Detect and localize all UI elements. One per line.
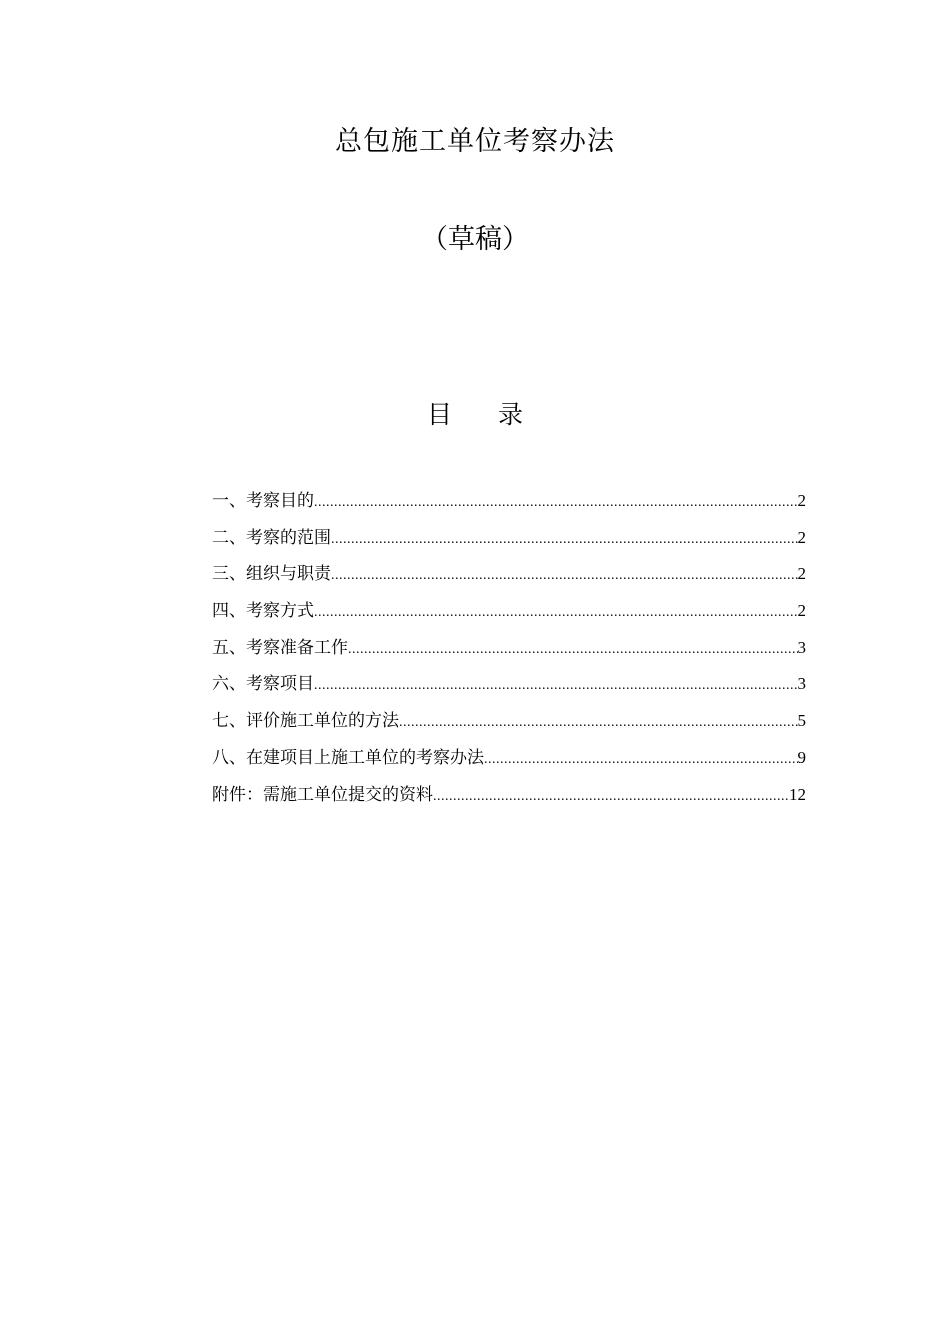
toc-entry-leader <box>484 742 798 779</box>
toc-entry-page: 2 <box>797 564 806 584</box>
toc-entry-page: 2 <box>797 527 806 547</box>
toc-entry-leader <box>314 668 798 705</box>
toc-entry[interactable] <box>212 777 806 814</box>
toc-entry-label: 七、评价施工单位的方法 <box>212 711 399 732</box>
toc-entry-page: 3 <box>797 674 806 694</box>
toc-entry-leader <box>331 558 798 595</box>
toc-entry-label: 附件：需施工单位提交的资料 <box>212 784 433 805</box>
document-title: 总包施工单位考察办法 <box>335 126 615 157</box>
toc-entry-leader <box>331 522 798 559</box>
toc-entry-leader <box>433 779 789 816</box>
toc-entry-page: 9 <box>797 747 806 767</box>
toc-entry-label: 六、考察项目 <box>212 674 314 695</box>
document-subtitle: （草稿） <box>421 224 529 255</box>
toc-entry[interactable] <box>212 556 806 593</box>
toc-entry[interactable] <box>212 703 806 740</box>
toc-entry-leader <box>314 595 798 632</box>
toc-entry-page: 2 <box>797 601 806 621</box>
toc-entry[interactable] <box>212 630 806 667</box>
toc-entry[interactable] <box>212 593 806 630</box>
toc-heading-right: 录 <box>498 400 524 429</box>
toc-entry-label: 四、考察方式 <box>212 601 314 622</box>
toc-entry-label: 一、考察目的 <box>212 491 314 511</box>
toc-entry[interactable] <box>212 483 806 520</box>
toc-entry[interactable] <box>212 666 806 703</box>
toc-entry-label: 二、考察的范围 <box>212 527 331 548</box>
toc-entry-page: 5 <box>797 711 806 731</box>
toc-entry-leader <box>348 632 798 669</box>
toc-entry-label: 三、组织与职责 <box>212 564 331 585</box>
toc-entry[interactable] <box>212 520 806 557</box>
toc-entry-leader <box>399 705 798 742</box>
toc-entry-label: 八、在建项目上施工单位的考察办法 <box>212 747 484 768</box>
toc-entry-label: 五、考察准备工作 <box>212 637 348 658</box>
toc-entry-leader <box>314 485 798 522</box>
toc-entry[interactable] <box>212 740 806 777</box>
toc-entry-page: 2 <box>797 491 806 510</box>
toc-entry-page: 12 <box>789 784 806 804</box>
toc-heading <box>0 394 950 436</box>
table-of-contents <box>212 483 806 813</box>
toc-heading-left: 目 <box>426 400 452 429</box>
toc-entry-page: 3 <box>797 637 806 657</box>
